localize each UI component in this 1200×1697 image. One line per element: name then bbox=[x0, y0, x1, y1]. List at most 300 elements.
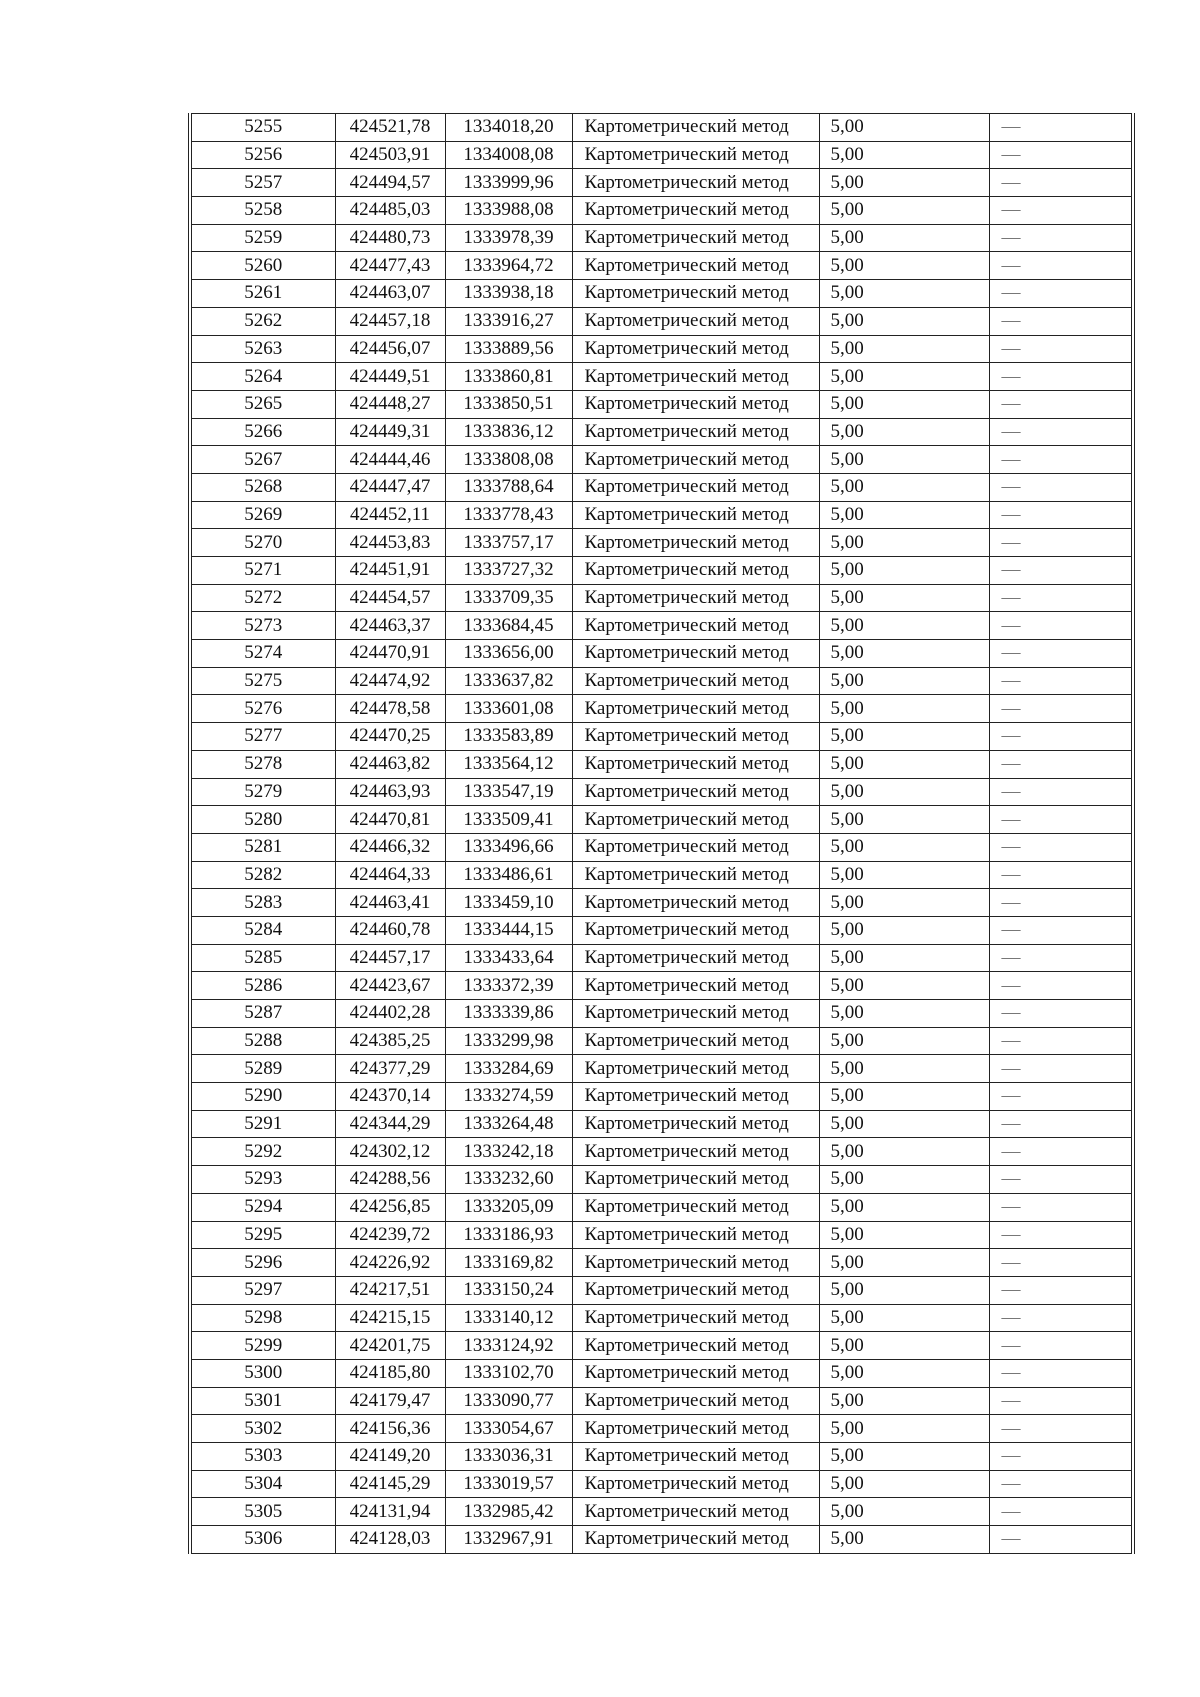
accuracy-cell: 5,00 bbox=[819, 1443, 989, 1471]
point-number-cell: 5276 bbox=[190, 695, 335, 723]
note-cell: — bbox=[989, 806, 1133, 834]
accuracy-cell: 5,00 bbox=[819, 224, 989, 252]
y-coordinate-cell: 1333019,57 bbox=[445, 1470, 572, 1498]
table-row bbox=[190, 473, 1133, 501]
x-coordinate-cell: 424449,51 bbox=[335, 363, 445, 391]
accuracy-cell: 5,00 bbox=[819, 1166, 989, 1194]
method-cell: Картометрический метод bbox=[572, 1276, 819, 1304]
accuracy-cell: 5,00 bbox=[819, 806, 989, 834]
y-coordinate-cell: 1332967,91 bbox=[445, 1526, 572, 1554]
x-coordinate-cell: 424179,47 bbox=[335, 1387, 445, 1415]
method-cell: Картометрический метод bbox=[572, 833, 819, 861]
method-cell: Картометрический метод bbox=[572, 695, 819, 723]
x-coordinate-cell: 424463,37 bbox=[335, 612, 445, 640]
note-cell: — bbox=[989, 1027, 1133, 1055]
point-number-cell: 5278 bbox=[190, 750, 335, 778]
y-coordinate-cell: 1333601,08 bbox=[445, 695, 572, 723]
accuracy-cell: 5,00 bbox=[819, 1027, 989, 1055]
method-cell: Картометрический метод bbox=[572, 1000, 819, 1028]
method-cell: Картометрический метод bbox=[572, 473, 819, 501]
x-coordinate-cell: 424470,81 bbox=[335, 806, 445, 834]
point-number-cell: 5302 bbox=[190, 1415, 335, 1443]
point-number-cell: 5258 bbox=[190, 197, 335, 225]
note-cell: — bbox=[989, 695, 1133, 723]
method-cell: Картометрический метод bbox=[572, 1138, 819, 1166]
x-coordinate-cell: 424145,29 bbox=[335, 1470, 445, 1498]
y-coordinate-cell: 1333938,18 bbox=[445, 280, 572, 308]
note-cell: — bbox=[989, 667, 1133, 695]
table-row bbox=[190, 307, 1133, 335]
table-row bbox=[190, 390, 1133, 418]
note-cell: — bbox=[989, 944, 1133, 972]
point-number-cell: 5296 bbox=[190, 1249, 335, 1277]
accuracy-cell: 5,00 bbox=[819, 307, 989, 335]
accuracy-cell: 5,00 bbox=[819, 1276, 989, 1304]
x-coordinate-cell: 424463,93 bbox=[335, 778, 445, 806]
x-coordinate-cell: 424185,80 bbox=[335, 1359, 445, 1387]
x-coordinate-cell: 424480,73 bbox=[335, 224, 445, 252]
note-cell: — bbox=[989, 390, 1133, 418]
accuracy-cell: 5,00 bbox=[819, 1526, 989, 1554]
point-number-cell: 5285 bbox=[190, 944, 335, 972]
x-coordinate-cell: 424477,43 bbox=[335, 252, 445, 280]
point-number-cell: 5305 bbox=[190, 1498, 335, 1526]
method-cell: Картометрический метод bbox=[572, 1193, 819, 1221]
y-coordinate-cell: 1333637,82 bbox=[445, 667, 572, 695]
table-row bbox=[190, 252, 1133, 280]
method-cell: Картометрический метод bbox=[572, 169, 819, 197]
table-row bbox=[190, 861, 1133, 889]
method-cell: Картометрический метод bbox=[572, 972, 819, 1000]
x-coordinate-cell: 424226,92 bbox=[335, 1249, 445, 1277]
accuracy-cell: 5,00 bbox=[819, 667, 989, 695]
accuracy-cell: 5,00 bbox=[819, 197, 989, 225]
note-cell: — bbox=[989, 363, 1133, 391]
note-cell: — bbox=[989, 1055, 1133, 1083]
point-number-cell: 5277 bbox=[190, 723, 335, 751]
point-number-cell: 5282 bbox=[190, 861, 335, 889]
x-coordinate-cell: 424451,91 bbox=[335, 557, 445, 585]
point-number-cell: 5289 bbox=[190, 1055, 335, 1083]
method-cell: Картометрический метод bbox=[572, 141, 819, 169]
accuracy-cell: 5,00 bbox=[819, 1110, 989, 1138]
x-coordinate-cell: 424454,57 bbox=[335, 584, 445, 612]
x-coordinate-cell: 424463,82 bbox=[335, 750, 445, 778]
method-cell: Картометрический метод bbox=[572, 612, 819, 640]
y-coordinate-cell: 1333788,64 bbox=[445, 473, 572, 501]
x-coordinate-cell: 424453,83 bbox=[335, 529, 445, 557]
table-row bbox=[190, 1498, 1133, 1526]
x-coordinate-cell: 424447,47 bbox=[335, 473, 445, 501]
y-coordinate-cell: 1333186,93 bbox=[445, 1221, 572, 1249]
method-cell: Картометрический метод bbox=[572, 418, 819, 446]
note-cell: — bbox=[989, 972, 1133, 1000]
x-coordinate-cell: 424521,78 bbox=[335, 114, 445, 142]
accuracy-cell: 5,00 bbox=[819, 1470, 989, 1498]
method-cell: Картометрический метод bbox=[572, 723, 819, 751]
note-cell: — bbox=[989, 778, 1133, 806]
note-cell: — bbox=[989, 141, 1133, 169]
table-row bbox=[190, 280, 1133, 308]
method-cell: Картометрический метод bbox=[572, 335, 819, 363]
method-cell: Картометрический метод bbox=[572, 1526, 819, 1554]
note-cell: — bbox=[989, 446, 1133, 474]
y-coordinate-cell: 1333090,77 bbox=[445, 1387, 572, 1415]
note-cell: — bbox=[989, 169, 1133, 197]
method-cell: Картометрический метод bbox=[572, 363, 819, 391]
y-coordinate-cell: 1333778,43 bbox=[445, 501, 572, 529]
table-row bbox=[190, 1055, 1133, 1083]
x-coordinate-cell: 424149,20 bbox=[335, 1443, 445, 1471]
y-coordinate-cell: 1334008,08 bbox=[445, 141, 572, 169]
note-cell: — bbox=[989, 1470, 1133, 1498]
note-cell: — bbox=[989, 750, 1133, 778]
table-row bbox=[190, 1470, 1133, 1498]
table-row bbox=[190, 1138, 1133, 1166]
table-row bbox=[190, 1443, 1133, 1471]
x-coordinate-cell: 424201,75 bbox=[335, 1332, 445, 1360]
accuracy-cell: 5,00 bbox=[819, 972, 989, 1000]
y-coordinate-cell: 1333564,12 bbox=[445, 750, 572, 778]
method-cell: Картометрический метод bbox=[572, 1387, 819, 1415]
method-cell: Картометрический метод bbox=[572, 1249, 819, 1277]
point-number-cell: 5301 bbox=[190, 1387, 335, 1415]
point-number-cell: 5274 bbox=[190, 640, 335, 668]
method-cell: Картометрический метод bbox=[572, 1304, 819, 1332]
table-row bbox=[190, 972, 1133, 1000]
accuracy-cell: 5,00 bbox=[819, 916, 989, 944]
accuracy-cell: 5,00 bbox=[819, 584, 989, 612]
point-number-cell: 5287 bbox=[190, 1000, 335, 1028]
accuracy-cell: 5,00 bbox=[819, 889, 989, 917]
table-row bbox=[190, 944, 1133, 972]
x-coordinate-cell: 424215,15 bbox=[335, 1304, 445, 1332]
note-cell: — bbox=[989, 1498, 1133, 1526]
y-coordinate-cell: 1333964,72 bbox=[445, 252, 572, 280]
note-cell: — bbox=[989, 418, 1133, 446]
accuracy-cell: 5,00 bbox=[819, 390, 989, 418]
note-cell: — bbox=[989, 833, 1133, 861]
y-coordinate-cell: 1333709,35 bbox=[445, 584, 572, 612]
y-coordinate-cell: 1333339,86 bbox=[445, 1000, 572, 1028]
y-coordinate-cell: 1333102,70 bbox=[445, 1359, 572, 1387]
point-number-cell: 5284 bbox=[190, 916, 335, 944]
accuracy-cell: 5,00 bbox=[819, 1000, 989, 1028]
y-coordinate-cell: 1333444,15 bbox=[445, 916, 572, 944]
table-row bbox=[190, 1415, 1133, 1443]
x-coordinate-cell: 424457,17 bbox=[335, 944, 445, 972]
point-number-cell: 5269 bbox=[190, 501, 335, 529]
x-coordinate-cell: 424485,03 bbox=[335, 197, 445, 225]
method-cell: Картометрический метод bbox=[572, 252, 819, 280]
accuracy-cell: 5,00 bbox=[819, 1083, 989, 1111]
note-cell: — bbox=[989, 197, 1133, 225]
method-cell: Картометрический метод bbox=[572, 1083, 819, 1111]
x-coordinate-cell: 424256,85 bbox=[335, 1193, 445, 1221]
table-row bbox=[190, 1387, 1133, 1415]
accuracy-cell: 5,00 bbox=[819, 1332, 989, 1360]
x-coordinate-cell: 424460,78 bbox=[335, 916, 445, 944]
point-number-cell: 5265 bbox=[190, 390, 335, 418]
x-coordinate-cell: 424217,51 bbox=[335, 1276, 445, 1304]
point-number-cell: 5290 bbox=[190, 1083, 335, 1111]
table-row bbox=[190, 1249, 1133, 1277]
table-row bbox=[190, 778, 1133, 806]
table-row bbox=[190, 667, 1133, 695]
accuracy-cell: 5,00 bbox=[819, 1193, 989, 1221]
note-cell: — bbox=[989, 557, 1133, 585]
accuracy-cell: 5,00 bbox=[819, 114, 989, 142]
x-coordinate-cell: 424402,28 bbox=[335, 1000, 445, 1028]
method-cell: Картометрический метод bbox=[572, 1332, 819, 1360]
y-coordinate-cell: 1333988,08 bbox=[445, 197, 572, 225]
point-number-cell: 5271 bbox=[190, 557, 335, 585]
y-coordinate-cell: 1333850,51 bbox=[445, 390, 572, 418]
note-cell: — bbox=[989, 529, 1133, 557]
y-coordinate-cell: 1333150,24 bbox=[445, 1276, 572, 1304]
x-coordinate-cell: 424385,25 bbox=[335, 1027, 445, 1055]
accuracy-cell: 5,00 bbox=[819, 529, 989, 557]
x-coordinate-cell: 424156,36 bbox=[335, 1415, 445, 1443]
note-cell: — bbox=[989, 335, 1133, 363]
point-number-cell: 5299 bbox=[190, 1332, 335, 1360]
note-cell: — bbox=[989, 1387, 1133, 1415]
method-cell: Картометрический метод bbox=[572, 1498, 819, 1526]
x-coordinate-cell: 424370,14 bbox=[335, 1083, 445, 1111]
table-row bbox=[190, 446, 1133, 474]
accuracy-cell: 5,00 bbox=[819, 501, 989, 529]
accuracy-cell: 5,00 bbox=[819, 335, 989, 363]
accuracy-cell: 5,00 bbox=[819, 1359, 989, 1387]
y-coordinate-cell: 1333036,31 bbox=[445, 1443, 572, 1471]
y-coordinate-cell: 1333916,27 bbox=[445, 307, 572, 335]
x-coordinate-cell: 424448,27 bbox=[335, 390, 445, 418]
table-row bbox=[190, 363, 1133, 391]
note-cell: — bbox=[989, 1138, 1133, 1166]
y-coordinate-cell: 1334018,20 bbox=[445, 114, 572, 142]
accuracy-cell: 5,00 bbox=[819, 723, 989, 751]
x-coordinate-cell: 424494,57 bbox=[335, 169, 445, 197]
y-coordinate-cell: 1333978,39 bbox=[445, 224, 572, 252]
note-cell: — bbox=[989, 1166, 1133, 1194]
method-cell: Картометрический метод bbox=[572, 557, 819, 585]
x-coordinate-cell: 424449,31 bbox=[335, 418, 445, 446]
y-coordinate-cell: 1333836,12 bbox=[445, 418, 572, 446]
point-number-cell: 5270 bbox=[190, 529, 335, 557]
method-cell: Картометрический метод bbox=[572, 1027, 819, 1055]
note-cell: — bbox=[989, 1083, 1133, 1111]
table-row bbox=[190, 806, 1133, 834]
method-cell: Картометрический метод bbox=[572, 584, 819, 612]
y-coordinate-cell: 1333486,61 bbox=[445, 861, 572, 889]
table-row bbox=[190, 1000, 1133, 1028]
method-cell: Картометрический метод bbox=[572, 806, 819, 834]
note-cell: — bbox=[989, 1332, 1133, 1360]
table-row bbox=[190, 750, 1133, 778]
y-coordinate-cell: 1333496,66 bbox=[445, 833, 572, 861]
point-number-cell: 5286 bbox=[190, 972, 335, 1000]
point-number-cell: 5259 bbox=[190, 224, 335, 252]
method-cell: Картометрический метод bbox=[572, 1221, 819, 1249]
table-body bbox=[190, 114, 1133, 1554]
table-row bbox=[190, 1332, 1133, 1360]
note-cell: — bbox=[989, 1359, 1133, 1387]
table-row bbox=[190, 169, 1133, 197]
x-coordinate-cell: 424444,46 bbox=[335, 446, 445, 474]
table-row bbox=[190, 1110, 1133, 1138]
y-coordinate-cell: 1333656,00 bbox=[445, 640, 572, 668]
accuracy-cell: 5,00 bbox=[819, 1221, 989, 1249]
point-number-cell: 5292 bbox=[190, 1138, 335, 1166]
accuracy-cell: 5,00 bbox=[819, 944, 989, 972]
point-number-cell: 5263 bbox=[190, 335, 335, 363]
method-cell: Картометрический метод bbox=[572, 1470, 819, 1498]
point-number-cell: 5260 bbox=[190, 252, 335, 280]
note-cell: — bbox=[989, 612, 1133, 640]
x-coordinate-cell: 424377,29 bbox=[335, 1055, 445, 1083]
accuracy-cell: 5,00 bbox=[819, 861, 989, 889]
method-cell: Картометрический метод bbox=[572, 224, 819, 252]
x-coordinate-cell: 424474,92 bbox=[335, 667, 445, 695]
method-cell: Картометрический метод bbox=[572, 307, 819, 335]
point-number-cell: 5273 bbox=[190, 612, 335, 640]
point-number-cell: 5279 bbox=[190, 778, 335, 806]
note-cell: — bbox=[989, 473, 1133, 501]
accuracy-cell: 5,00 bbox=[819, 446, 989, 474]
accuracy-cell: 5,00 bbox=[819, 252, 989, 280]
y-coordinate-cell: 1333242,18 bbox=[445, 1138, 572, 1166]
table-row bbox=[190, 418, 1133, 446]
y-coordinate-cell: 1333509,41 bbox=[445, 806, 572, 834]
table-row bbox=[190, 114, 1133, 142]
table-row bbox=[190, 1193, 1133, 1221]
table-row bbox=[190, 529, 1133, 557]
note-cell: — bbox=[989, 280, 1133, 308]
point-number-cell: 5280 bbox=[190, 806, 335, 834]
coordinates-table bbox=[188, 113, 1135, 1554]
method-cell: Картометрический метод bbox=[572, 446, 819, 474]
method-cell: Картометрический метод bbox=[572, 1055, 819, 1083]
x-coordinate-cell: 424464,33 bbox=[335, 861, 445, 889]
note-cell: — bbox=[989, 1443, 1133, 1471]
table-row bbox=[190, 224, 1133, 252]
method-cell: Картометрический метод bbox=[572, 1415, 819, 1443]
note-cell: — bbox=[989, 114, 1133, 142]
method-cell: Картометрический метод bbox=[572, 501, 819, 529]
accuracy-cell: 5,00 bbox=[819, 640, 989, 668]
x-coordinate-cell: 424131,94 bbox=[335, 1498, 445, 1526]
accuracy-cell: 5,00 bbox=[819, 363, 989, 391]
y-coordinate-cell: 1333054,67 bbox=[445, 1415, 572, 1443]
y-coordinate-cell: 1332985,42 bbox=[445, 1498, 572, 1526]
note-cell: — bbox=[989, 224, 1133, 252]
accuracy-cell: 5,00 bbox=[819, 1498, 989, 1526]
point-number-cell: 5272 bbox=[190, 584, 335, 612]
point-number-cell: 5304 bbox=[190, 1470, 335, 1498]
method-cell: Картометрический метод bbox=[572, 1166, 819, 1194]
y-coordinate-cell: 1333284,69 bbox=[445, 1055, 572, 1083]
method-cell: Картометрический метод bbox=[572, 1359, 819, 1387]
method-cell: Картометрический метод bbox=[572, 916, 819, 944]
note-cell: — bbox=[989, 307, 1133, 335]
method-cell: Картометрический метод bbox=[572, 861, 819, 889]
x-coordinate-cell: 424456,07 bbox=[335, 335, 445, 363]
point-number-cell: 5288 bbox=[190, 1027, 335, 1055]
accuracy-cell: 5,00 bbox=[819, 1387, 989, 1415]
method-cell: Картометрический метод bbox=[572, 750, 819, 778]
note-cell: — bbox=[989, 889, 1133, 917]
table-row bbox=[190, 1276, 1133, 1304]
note-cell: — bbox=[989, 1221, 1133, 1249]
method-cell: Картометрический метод bbox=[572, 667, 819, 695]
x-coordinate-cell: 424288,56 bbox=[335, 1166, 445, 1194]
y-coordinate-cell: 1333299,98 bbox=[445, 1027, 572, 1055]
note-cell: — bbox=[989, 1304, 1133, 1332]
note-cell: — bbox=[989, 723, 1133, 751]
point-number-cell: 5294 bbox=[190, 1193, 335, 1221]
y-coordinate-cell: 1333169,82 bbox=[445, 1249, 572, 1277]
x-coordinate-cell: 424302,12 bbox=[335, 1138, 445, 1166]
table-row bbox=[190, 197, 1133, 225]
point-number-cell: 5283 bbox=[190, 889, 335, 917]
y-coordinate-cell: 1333684,45 bbox=[445, 612, 572, 640]
accuracy-cell: 5,00 bbox=[819, 418, 989, 446]
point-number-cell: 5275 bbox=[190, 667, 335, 695]
point-number-cell: 5264 bbox=[190, 363, 335, 391]
point-number-cell: 5297 bbox=[190, 1276, 335, 1304]
y-coordinate-cell: 1333433,64 bbox=[445, 944, 572, 972]
table-row bbox=[190, 584, 1133, 612]
y-coordinate-cell: 1333205,09 bbox=[445, 1193, 572, 1221]
x-coordinate-cell: 424463,07 bbox=[335, 280, 445, 308]
table-row bbox=[190, 612, 1133, 640]
accuracy-cell: 5,00 bbox=[819, 778, 989, 806]
table-row bbox=[190, 916, 1133, 944]
note-cell: — bbox=[989, 501, 1133, 529]
method-cell: Картометрический метод bbox=[572, 529, 819, 557]
table-row bbox=[190, 501, 1133, 529]
x-coordinate-cell: 424503,91 bbox=[335, 141, 445, 169]
accuracy-cell: 5,00 bbox=[819, 1138, 989, 1166]
note-cell: — bbox=[989, 1000, 1133, 1028]
table-row bbox=[190, 833, 1133, 861]
y-coordinate-cell: 1333459,10 bbox=[445, 889, 572, 917]
point-number-cell: 5303 bbox=[190, 1443, 335, 1471]
note-cell: — bbox=[989, 916, 1133, 944]
table-row bbox=[190, 1027, 1133, 1055]
x-coordinate-cell: 424344,29 bbox=[335, 1110, 445, 1138]
y-coordinate-cell: 1333757,17 bbox=[445, 529, 572, 557]
y-coordinate-cell: 1333274,59 bbox=[445, 1083, 572, 1111]
table-row bbox=[190, 557, 1133, 585]
method-cell: Картометрический метод bbox=[572, 197, 819, 225]
accuracy-cell: 5,00 bbox=[819, 473, 989, 501]
accuracy-cell: 5,00 bbox=[819, 1055, 989, 1083]
point-number-cell: 5298 bbox=[190, 1304, 335, 1332]
point-number-cell: 5293 bbox=[190, 1166, 335, 1194]
accuracy-cell: 5,00 bbox=[819, 1415, 989, 1443]
x-coordinate-cell: 424478,58 bbox=[335, 695, 445, 723]
x-coordinate-cell: 424457,18 bbox=[335, 307, 445, 335]
table-row bbox=[190, 640, 1133, 668]
method-cell: Картометрический метод bbox=[572, 944, 819, 972]
note-cell: — bbox=[989, 1526, 1133, 1554]
table-row bbox=[190, 335, 1133, 363]
y-coordinate-cell: 1333547,19 bbox=[445, 778, 572, 806]
table-row bbox=[190, 141, 1133, 169]
method-cell: Картометрический метод bbox=[572, 1110, 819, 1138]
accuracy-cell: 5,00 bbox=[819, 141, 989, 169]
